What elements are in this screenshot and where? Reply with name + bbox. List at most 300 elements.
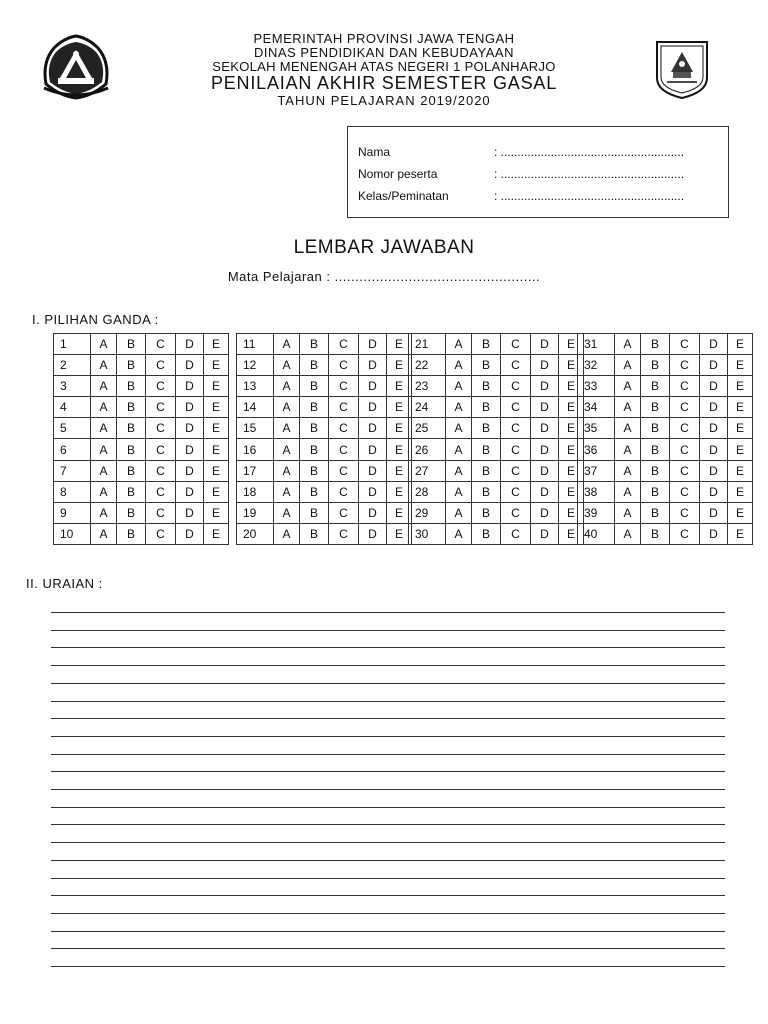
answer-option-b[interactable]: B	[472, 418, 501, 439]
answer-option-d[interactable]: D	[700, 439, 728, 460]
answer-option-c[interactable]: C	[670, 523, 700, 544]
question-number: 33	[578, 376, 615, 397]
answer-row	[237, 460, 412, 481]
answer-option-a[interactable]: A	[91, 376, 117, 397]
answer-option-d[interactable]: D	[359, 460, 387, 481]
question-number: 4	[54, 397, 91, 418]
essay-answer-line[interactable]	[51, 842, 725, 843]
answer-option-a[interactable]: A	[91, 502, 117, 523]
answer-option-c[interactable]: C	[501, 439, 531, 460]
sheet-title: LEMBAR JAWABAN	[293, 237, 475, 258]
answer-option-c[interactable]: C	[670, 439, 700, 460]
answer-option-d[interactable]: D	[700, 502, 728, 523]
answer-option-a[interactable]: A	[274, 418, 300, 439]
essay-answer-line[interactable]	[51, 931, 725, 932]
answer-option-e[interactable]: E	[387, 523, 412, 544]
answer-option-a[interactable]: A	[446, 502, 472, 523]
answer-option-d[interactable]: D	[700, 481, 728, 502]
answer-option-b[interactable]: B	[472, 376, 501, 397]
answer-option-a[interactable]: A	[446, 460, 472, 481]
answer-option-e[interactable]: E	[387, 502, 412, 523]
essay-answer-line[interactable]	[51, 878, 725, 879]
answer-option-c[interactable]: C	[329, 376, 359, 397]
answer-option-b[interactable]: B	[641, 523, 670, 544]
answer-block-1	[53, 333, 229, 545]
answer-option-c[interactable]: C	[146, 418, 176, 439]
answer-option-e[interactable]: E	[728, 376, 753, 397]
participant-number-field[interactable]: : .......................................................	[494, 167, 685, 181]
answer-option-b[interactable]: B	[117, 460, 146, 481]
answer-option-a[interactable]: A	[615, 334, 641, 355]
question-number: 36	[578, 439, 615, 460]
class-row	[358, 189, 684, 203]
answer-option-c[interactable]: C	[329, 481, 359, 502]
answer-option-d[interactable]: D	[700, 334, 728, 355]
answer-option-d[interactable]: D	[359, 355, 387, 376]
answer-option-c[interactable]: C	[146, 523, 176, 544]
answer-option-b[interactable]: B	[117, 439, 146, 460]
answer-option-a[interactable]: A	[446, 418, 472, 439]
answer-option-c[interactable]: C	[670, 481, 700, 502]
answer-option-a[interactable]: A	[274, 523, 300, 544]
answer-option-d[interactable]: D	[700, 460, 728, 481]
answer-row	[54, 376, 229, 397]
answer-option-b[interactable]: B	[472, 334, 501, 355]
question-number: 17	[237, 460, 274, 481]
answer-option-c[interactable]: C	[329, 460, 359, 481]
answer-option-c[interactable]: C	[501, 376, 531, 397]
header-school: SEKOLAH MENENGAH ATAS NEGERI 1 POLANHARJO	[212, 59, 556, 74]
answer-option-e[interactable]: E	[204, 418, 229, 439]
answer-option-b[interactable]: B	[641, 481, 670, 502]
answer-option-c[interactable]: C	[670, 460, 700, 481]
answer-option-c[interactable]: C	[670, 502, 700, 523]
answer-option-e[interactable]: E	[728, 502, 753, 523]
answer-option-e[interactable]: E	[559, 355, 584, 376]
answer-option-a[interactable]: A	[274, 334, 300, 355]
answer-row	[409, 481, 584, 502]
answer-option-e[interactable]: E	[387, 439, 412, 460]
answer-option-c[interactable]: C	[146, 355, 176, 376]
essay-answer-line[interactable]	[51, 771, 725, 772]
answer-row	[578, 334, 753, 355]
answer-option-e[interactable]: E	[204, 355, 229, 376]
answer-option-a[interactable]: A	[615, 502, 641, 523]
answer-option-d[interactable]: D	[359, 334, 387, 355]
answer-option-d[interactable]: D	[531, 334, 559, 355]
answer-option-d[interactable]: D	[531, 376, 559, 397]
answer-option-a[interactable]: A	[91, 523, 117, 544]
answer-option-b[interactable]: B	[472, 460, 501, 481]
answer-option-e[interactable]: E	[204, 481, 229, 502]
answer-option-b[interactable]: B	[117, 376, 146, 397]
answer-option-c[interactable]: C	[146, 481, 176, 502]
answer-option-b[interactable]: B	[472, 355, 501, 376]
question-number: 30	[409, 523, 446, 544]
answer-option-a[interactable]: A	[274, 376, 300, 397]
essay-answer-line[interactable]	[51, 736, 725, 737]
answer-option-e[interactable]: E	[204, 334, 229, 355]
answer-row	[578, 460, 753, 481]
answer-option-e[interactable]: E	[387, 460, 412, 481]
answer-option-d[interactable]: D	[176, 502, 204, 523]
answer-option-e[interactable]: E	[559, 397, 584, 418]
answer-option-c[interactable]: C	[670, 418, 700, 439]
essay-answer-line[interactable]	[51, 824, 725, 825]
answer-option-e[interactable]: E	[728, 397, 753, 418]
answer-option-c[interactable]: C	[670, 355, 700, 376]
answer-option-a[interactable]: A	[615, 439, 641, 460]
answer-option-e[interactable]: E	[728, 418, 753, 439]
answer-option-b[interactable]: B	[641, 418, 670, 439]
answer-option-b[interactable]: B	[472, 523, 501, 544]
answer-option-c[interactable]: C	[329, 439, 359, 460]
answer-option-d[interactable]: D	[176, 355, 204, 376]
participant-number-label: Nomor peserta	[358, 167, 438, 181]
answer-row	[578, 418, 753, 439]
answer-option-d[interactable]: D	[531, 397, 559, 418]
answer-option-c[interactable]: C	[146, 439, 176, 460]
student-name-row	[358, 145, 684, 159]
answer-option-b[interactable]: B	[300, 376, 329, 397]
answer-option-a[interactable]: A	[446, 481, 472, 502]
essay-answer-line[interactable]	[51, 913, 725, 914]
answer-option-e[interactable]: E	[728, 460, 753, 481]
class-field[interactable]: : .......................................................	[494, 189, 685, 203]
answer-row	[409, 418, 584, 439]
student-info-box	[347, 126, 729, 218]
answer-option-e[interactable]: E	[728, 481, 753, 502]
question-number: 38	[578, 481, 615, 502]
answer-option-e[interactable]: E	[559, 460, 584, 481]
essay-answer-line[interactable]	[51, 895, 725, 896]
answer-option-d[interactable]: D	[700, 523, 728, 544]
answer-option-b[interactable]: B	[472, 439, 501, 460]
answer-option-b[interactable]: B	[117, 355, 146, 376]
answer-option-b[interactable]: B	[300, 502, 329, 523]
answer-option-e[interactable]: E	[387, 418, 412, 439]
answer-option-e[interactable]: E	[387, 376, 412, 397]
answer-option-d[interactable]: D	[359, 418, 387, 439]
answer-option-e[interactable]: E	[387, 334, 412, 355]
answer-option-d[interactable]: D	[359, 397, 387, 418]
student-name-field[interactable]: : .......................................................	[494, 145, 685, 159]
question-number: 3	[54, 376, 91, 397]
answer-option-e[interactable]: E	[204, 439, 229, 460]
answer-option-c[interactable]: C	[146, 376, 176, 397]
answer-block-3	[408, 333, 584, 545]
answer-row	[409, 460, 584, 481]
answer-option-d[interactable]: D	[531, 460, 559, 481]
answer-row	[54, 334, 229, 355]
answer-row	[578, 481, 753, 502]
answer-option-a[interactable]: A	[91, 334, 117, 355]
answer-option-d[interactable]: D	[359, 439, 387, 460]
answer-option-c[interactable]: C	[501, 460, 531, 481]
answer-option-d[interactable]: D	[359, 481, 387, 502]
answer-option-b[interactable]: B	[472, 502, 501, 523]
section-essay-label: II. URAIAN :	[26, 576, 103, 591]
answer-option-b[interactable]: B	[300, 334, 329, 355]
answer-option-b[interactable]: B	[641, 334, 670, 355]
question-number: 40	[578, 523, 615, 544]
answer-option-e[interactable]: E	[387, 397, 412, 418]
answer-block-2	[236, 333, 412, 545]
answer-option-b[interactable]: B	[641, 376, 670, 397]
answer-option-a[interactable]: A	[615, 355, 641, 376]
answer-option-d[interactable]: D	[531, 355, 559, 376]
answer-row	[409, 355, 584, 376]
answer-row	[237, 355, 412, 376]
question-number: 35	[578, 418, 615, 439]
answer-option-a[interactable]: A	[446, 397, 472, 418]
question-number: 7	[54, 460, 91, 481]
question-number: 34	[578, 397, 615, 418]
class-label: Kelas/Peminatan	[358, 189, 449, 203]
answer-row	[237, 439, 412, 460]
answer-option-b[interactable]: B	[300, 481, 329, 502]
answer-option-a[interactable]: A	[446, 355, 472, 376]
answer-option-d[interactable]: D	[359, 523, 387, 544]
essay-answer-line[interactable]	[51, 683, 725, 684]
answer-option-c[interactable]: C	[329, 502, 359, 523]
answer-option-c[interactable]: C	[146, 460, 176, 481]
header-department: DINAS PENDIDIKAN DAN KEBUDAYAAN	[254, 45, 514, 60]
essay-answer-line[interactable]	[51, 807, 725, 808]
answer-option-e[interactable]: E	[728, 355, 753, 376]
essay-answer-line[interactable]	[51, 718, 725, 719]
essay-answer-line[interactable]	[51, 612, 725, 613]
answer-option-e[interactable]: E	[204, 502, 229, 523]
answer-option-d[interactable]: D	[531, 523, 559, 544]
answer-option-b[interactable]: B	[641, 397, 670, 418]
answer-option-a[interactable]: A	[91, 418, 117, 439]
answer-option-a[interactable]: A	[615, 523, 641, 544]
answer-option-c[interactable]: C	[146, 334, 176, 355]
question-number: 21	[409, 334, 446, 355]
question-number: 31	[578, 334, 615, 355]
answer-row	[54, 502, 229, 523]
answer-option-a[interactable]: A	[446, 439, 472, 460]
answer-option-a[interactable]: A	[274, 502, 300, 523]
answer-row	[578, 439, 753, 460]
answer-option-d[interactable]: D	[531, 481, 559, 502]
answer-option-e[interactable]: E	[559, 502, 584, 523]
answer-option-a[interactable]: A	[274, 355, 300, 376]
answer-option-c[interactable]: C	[146, 397, 176, 418]
answer-option-d[interactable]: D	[359, 376, 387, 397]
answer-row	[578, 376, 753, 397]
question-number: 6	[54, 439, 91, 460]
answer-option-c[interactable]: C	[329, 523, 359, 544]
answer-option-c[interactable]: C	[501, 418, 531, 439]
question-number: 16	[237, 439, 274, 460]
answer-option-c[interactable]: C	[501, 334, 531, 355]
answer-option-c[interactable]: C	[329, 355, 359, 376]
answer-option-b[interactable]: B	[117, 523, 146, 544]
answer-option-e[interactable]: E	[559, 481, 584, 502]
answer-option-b[interactable]: B	[300, 418, 329, 439]
answer-option-a[interactable]: A	[615, 418, 641, 439]
essay-answer-line[interactable]	[51, 665, 725, 666]
answer-option-d[interactable]: D	[359, 502, 387, 523]
answer-block-4	[577, 333, 753, 545]
question-number: 24	[409, 397, 446, 418]
answer-row	[237, 481, 412, 502]
answer-option-b[interactable]: B	[117, 502, 146, 523]
answer-option-d[interactable]: D	[531, 439, 559, 460]
answer-option-b[interactable]: B	[641, 502, 670, 523]
answer-option-b[interactable]: B	[641, 439, 670, 460]
answer-option-e[interactable]: E	[204, 523, 229, 544]
question-number: 26	[409, 439, 446, 460]
answer-option-d[interactable]: D	[531, 418, 559, 439]
answer-row	[409, 397, 584, 418]
question-number: 5	[54, 418, 91, 439]
answer-option-e[interactable]: E	[387, 355, 412, 376]
question-number: 2	[54, 355, 91, 376]
answer-option-c[interactable]: C	[670, 376, 700, 397]
answer-option-c[interactable]: C	[329, 397, 359, 418]
question-number: 1	[54, 334, 91, 355]
answer-option-d[interactable]: D	[176, 334, 204, 355]
header-exam-title: PENILAIAN AKHIR SEMESTER GASAL	[210, 73, 558, 93]
answer-option-a[interactable]: A	[91, 355, 117, 376]
essay-answer-line[interactable]	[51, 754, 725, 755]
answer-option-c[interactable]: C	[501, 523, 531, 544]
answer-option-b[interactable]: B	[117, 418, 146, 439]
question-number: 15	[237, 418, 274, 439]
answer-option-c[interactable]: C	[501, 502, 531, 523]
essay-answer-line[interactable]	[51, 860, 725, 861]
answer-option-d[interactable]: D	[531, 502, 559, 523]
answer-option-a[interactable]: A	[274, 439, 300, 460]
section-multiple-choice-label: I. PILIHAN GANDA :	[32, 312, 159, 327]
answer-option-c[interactable]: C	[501, 397, 531, 418]
essay-answer-line[interactable]	[51, 647, 725, 648]
answer-option-c[interactable]: C	[501, 481, 531, 502]
answer-option-b[interactable]: B	[472, 481, 501, 502]
answer-option-e[interactable]: E	[559, 439, 584, 460]
answer-option-b[interactable]: B	[472, 397, 501, 418]
answer-option-c[interactable]: C	[329, 334, 359, 355]
answer-option-a[interactable]: A	[446, 334, 472, 355]
answer-option-a[interactable]: A	[91, 439, 117, 460]
answer-option-b[interactable]: B	[641, 460, 670, 481]
answer-option-a[interactable]: A	[615, 460, 641, 481]
answer-option-a[interactable]: A	[446, 376, 472, 397]
answer-option-e[interactable]: E	[728, 334, 753, 355]
essay-answer-line[interactable]	[51, 630, 725, 631]
answer-option-c[interactable]: C	[501, 355, 531, 376]
answer-row	[54, 397, 229, 418]
question-number: 20	[237, 523, 274, 544]
question-number: 19	[237, 502, 274, 523]
answer-row	[237, 502, 412, 523]
answer-option-a[interactable]: A	[446, 523, 472, 544]
answer-option-d[interactable]: D	[700, 376, 728, 397]
answer-option-e[interactable]: E	[559, 376, 584, 397]
answer-row	[237, 523, 412, 544]
answer-option-e[interactable]: E	[559, 418, 584, 439]
answer-option-d[interactable]: D	[176, 397, 204, 418]
question-number: 25	[409, 418, 446, 439]
subject-line[interactable]: Mata Pelajaran : ..................................................	[227, 269, 541, 284]
answer-option-b[interactable]: B	[641, 355, 670, 376]
question-number: 27	[409, 460, 446, 481]
answer-option-d[interactable]: D	[700, 355, 728, 376]
answer-option-c[interactable]: C	[329, 418, 359, 439]
answer-option-a[interactable]: A	[91, 481, 117, 502]
student-name-label: Nama	[358, 145, 391, 159]
answer-row	[409, 502, 584, 523]
answer-option-d[interactable]: D	[176, 460, 204, 481]
answer-option-b[interactable]: B	[117, 334, 146, 355]
answer-option-e[interactable]: E	[559, 523, 584, 544]
answer-option-d[interactable]: D	[700, 418, 728, 439]
answer-option-e[interactable]: E	[559, 334, 584, 355]
answer-option-c[interactable]: C	[670, 334, 700, 355]
answer-row	[54, 439, 229, 460]
question-number: 22	[409, 355, 446, 376]
answer-option-a[interactable]: A	[91, 397, 117, 418]
answer-row	[237, 418, 412, 439]
answer-option-a[interactable]: A	[274, 481, 300, 502]
answer-row	[578, 355, 753, 376]
answer-row	[578, 502, 753, 523]
essay-answer-line[interactable]	[51, 948, 725, 949]
answer-option-d[interactable]: D	[176, 418, 204, 439]
answer-option-a[interactable]: A	[274, 397, 300, 418]
answer-option-a[interactable]: A	[615, 397, 641, 418]
answer-option-b[interactable]: B	[300, 523, 329, 544]
answer-option-e[interactable]: E	[387, 481, 412, 502]
essay-answer-line[interactable]	[51, 789, 725, 790]
answer-option-e[interactable]: E	[204, 460, 229, 481]
answer-option-d[interactable]: D	[176, 439, 204, 460]
question-number: 18	[237, 481, 274, 502]
question-number: 23	[409, 376, 446, 397]
answer-option-d[interactable]: D	[176, 481, 204, 502]
answer-option-d[interactable]: D	[176, 376, 204, 397]
answer-option-b[interactable]: B	[300, 439, 329, 460]
answer-option-a[interactable]: A	[615, 481, 641, 502]
answer-option-a[interactable]: A	[615, 376, 641, 397]
answer-option-e[interactable]: E	[204, 376, 229, 397]
answer-option-e[interactable]: E	[204, 397, 229, 418]
answer-option-b[interactable]: B	[300, 397, 329, 418]
participant-number-row	[358, 167, 684, 181]
question-number: 9	[54, 502, 91, 523]
answer-option-a[interactable]: A	[274, 460, 300, 481]
answer-option-b[interactable]: B	[117, 397, 146, 418]
answer-option-e[interactable]: E	[728, 439, 753, 460]
question-number: 8	[54, 481, 91, 502]
answer-option-c[interactable]: C	[670, 397, 700, 418]
answer-option-d[interactable]: D	[176, 523, 204, 544]
answer-option-b[interactable]: B	[300, 355, 329, 376]
answer-row	[578, 397, 753, 418]
answer-option-b[interactable]: B	[300, 460, 329, 481]
answer-option-c[interactable]: C	[146, 502, 176, 523]
answer-option-e[interactable]: E	[728, 523, 753, 544]
answer-option-d[interactable]: D	[700, 397, 728, 418]
question-number: 32	[578, 355, 615, 376]
answer-option-a[interactable]: A	[91, 460, 117, 481]
answer-option-b[interactable]: B	[117, 481, 146, 502]
essay-answer-line[interactable]	[51, 701, 725, 702]
essay-answer-line[interactable]	[51, 966, 725, 967]
